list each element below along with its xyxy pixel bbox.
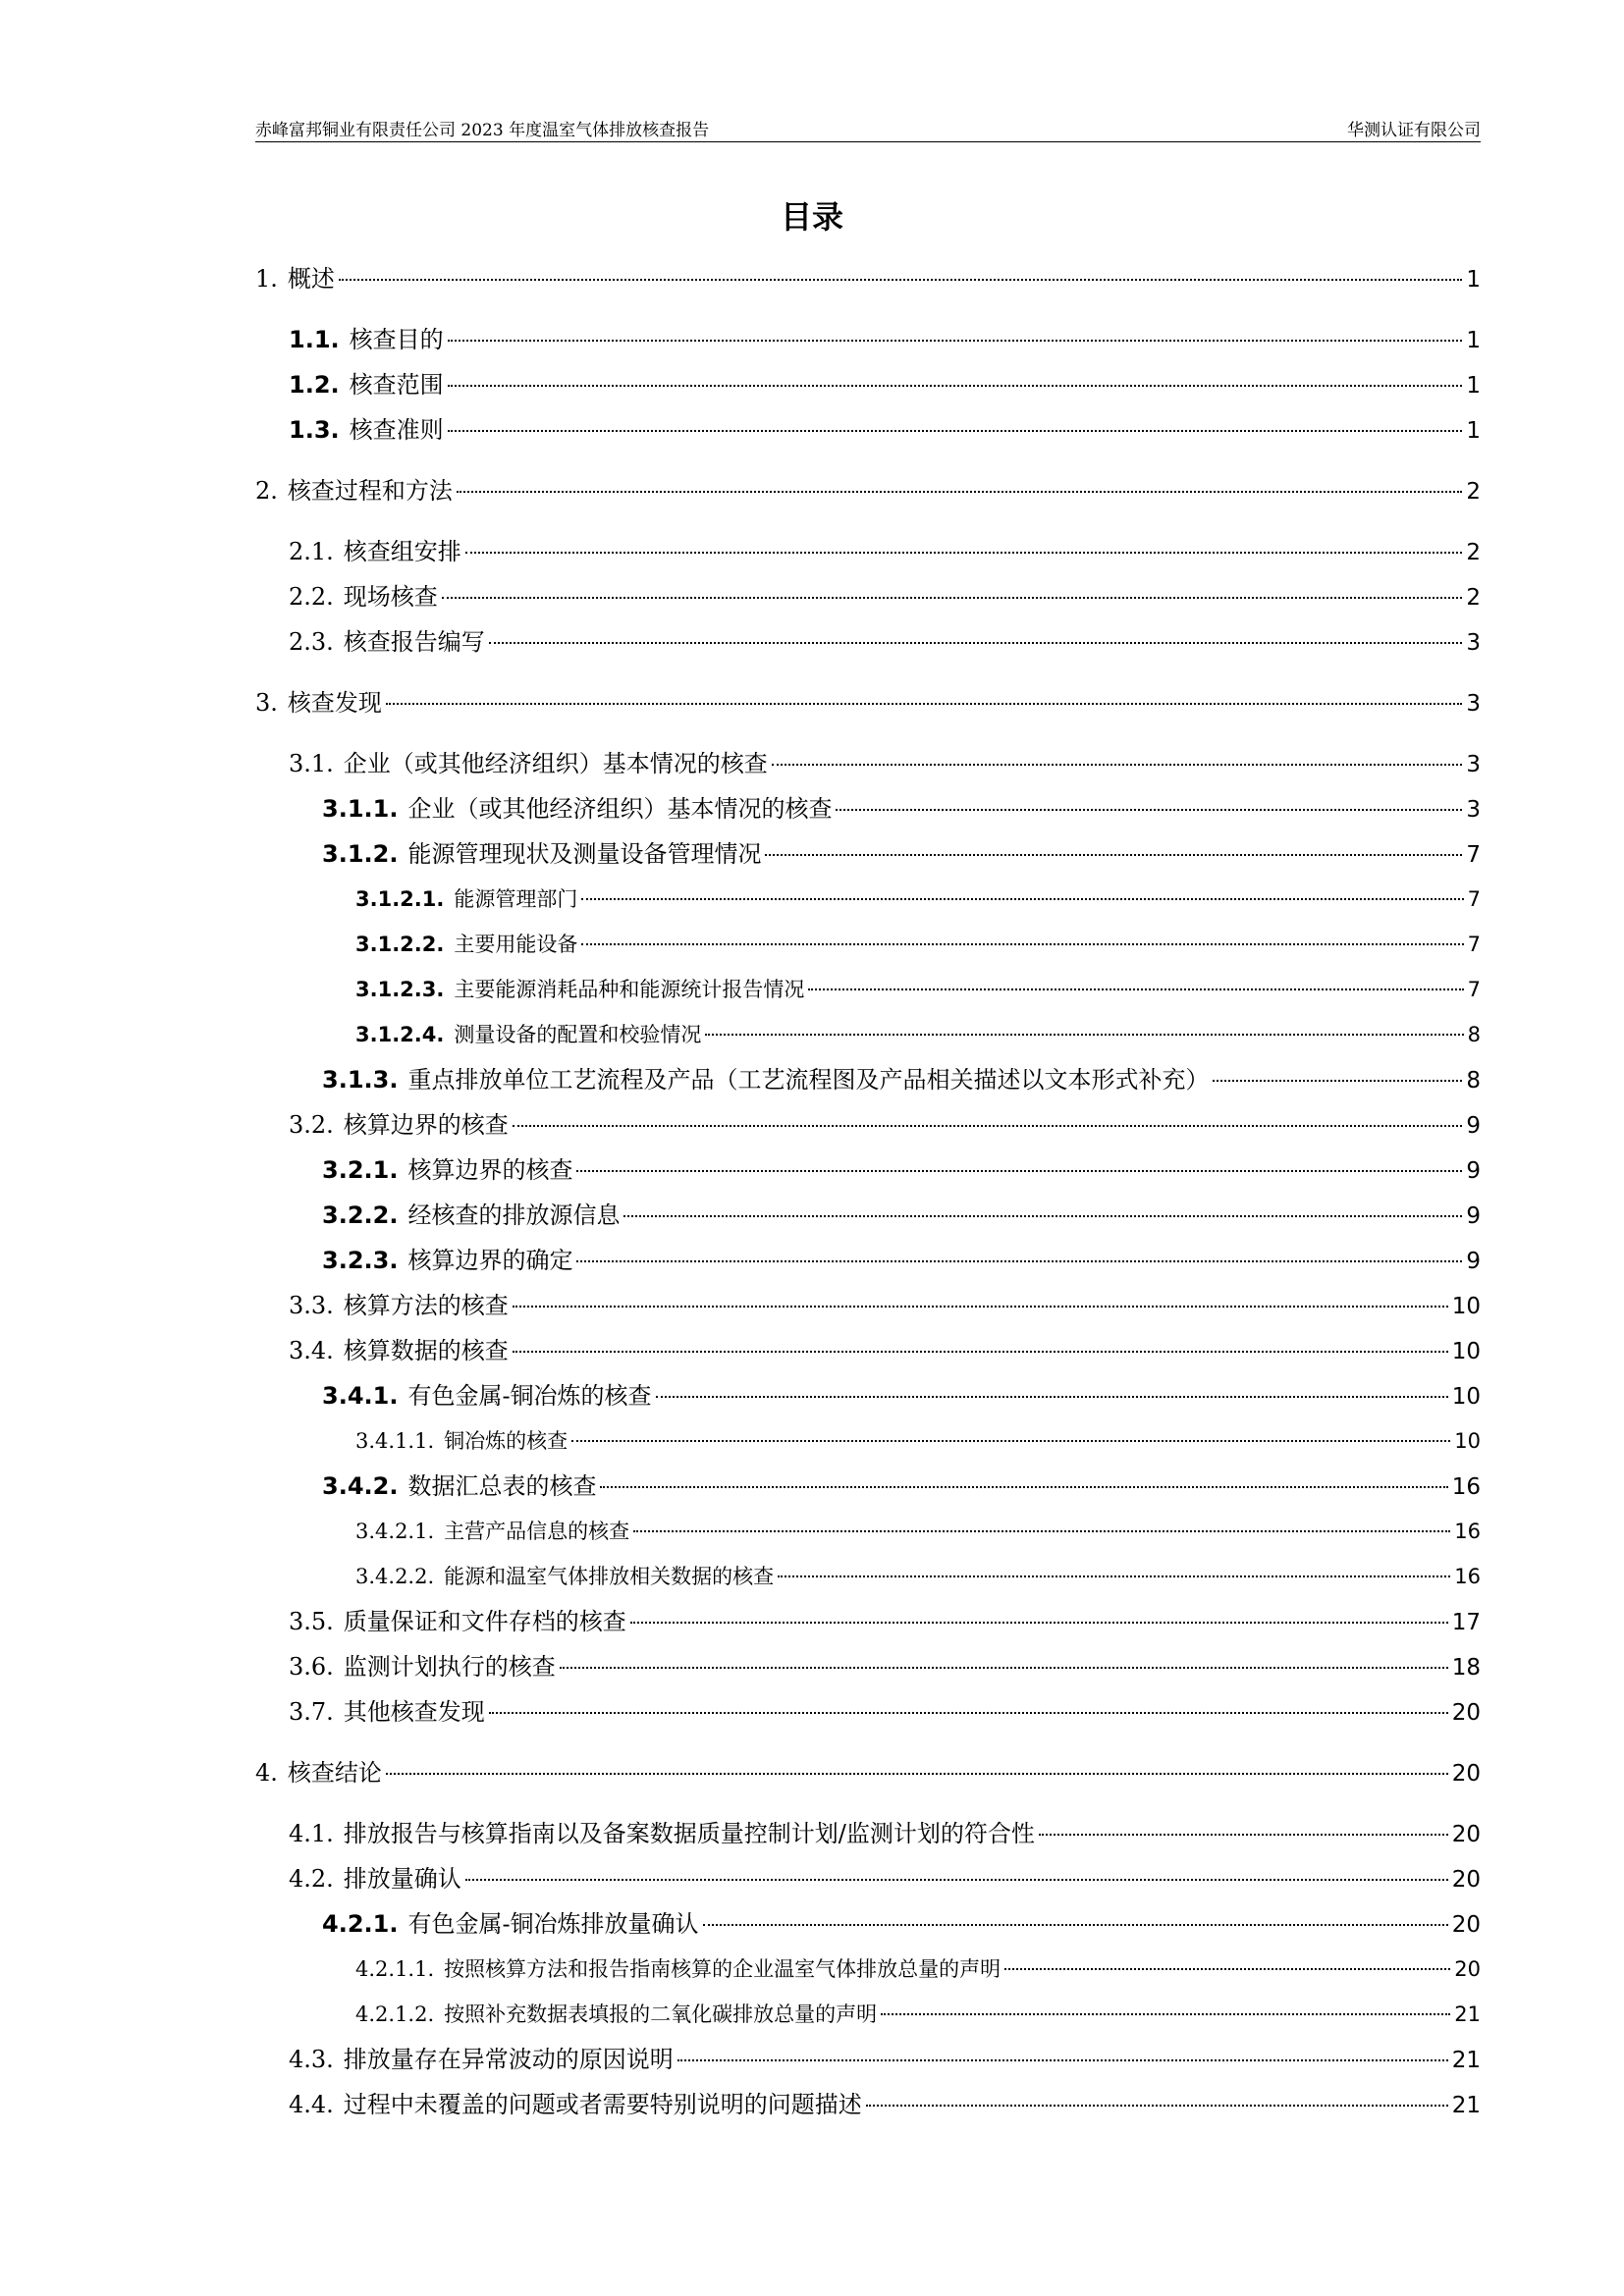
page-header [255, 116, 1481, 142]
toc-entry-label: 概述 [287, 265, 335, 293]
toc-entry-page: 10 [1451, 1294, 1481, 1319]
toc-entry-label: 排放量确认 [343, 1865, 461, 1893]
toc-entry-label: 过程中未覆盖的问题或者需要特别说明的问题描述 [343, 2091, 862, 2118]
toc-leader-dots [623, 1215, 1462, 1217]
toc-entry-page: 1 [1466, 267, 1481, 293]
toc-entry-label: 按照核算方法和报告指南核算的企业温室气体排放总量的声明 [444, 1957, 1001, 1981]
toc-entry-page: 21 [1451, 2093, 1481, 2118]
toc-entry[interactable] [289, 1109, 1481, 1141]
toc-leader-dots [457, 491, 1462, 493]
toc-entry-label: 核算边界的核查 [407, 1156, 573, 1184]
toc-entry-number: 4.3. [289, 2046, 334, 2073]
toc-entry[interactable] [322, 1380, 1481, 1412]
toc-entry-page: 20 [1451, 1761, 1481, 1787]
toc-entry-number: 3.2.3. [322, 1247, 399, 1274]
toc-entry-page: 2 [1466, 479, 1481, 505]
toc-entry[interactable] [322, 793, 1481, 825]
toc-entry-page: 20 [1451, 1912, 1481, 1938]
toc-leader-dots [448, 430, 1463, 432]
toc-entry-number: 3.5. [289, 1608, 334, 1635]
toc-entry-label: 核算数据的核查 [343, 1337, 509, 1364]
toc-entry[interactable] [255, 687, 1481, 719]
toc-entry-label: 核算边界的核查 [343, 1111, 509, 1139]
toc-leader-dots [513, 1306, 1448, 1308]
toc-entry-label: 能源管理部门 [454, 887, 578, 911]
toc-entry-label: 核查目的 [349, 326, 444, 353]
toc-leader-dots [630, 1622, 1448, 1624]
toc-entry-label: 企业（或其他经济组织）基本情况的核查 [407, 795, 833, 823]
toc-entry-page: 9 [1466, 1249, 1481, 1274]
toc-entry-number: 3.4.2. [322, 1472, 399, 1500]
toc-entry[interactable] [289, 2089, 1481, 2120]
toc-entry-page: 2 [1466, 540, 1481, 565]
toc-entry-label: 核查范围 [349, 371, 444, 399]
toc-leader-dots [836, 809, 1462, 811]
toc-entry[interactable] [355, 1999, 1481, 2030]
toc-entry-page: 20 [1451, 1867, 1481, 1893]
toc-entry-number: 3.4.2.2. [355, 1565, 435, 1588]
toc-entry-page: 9 [1466, 1158, 1481, 1184]
toc-entry[interactable] [289, 2044, 1481, 2075]
toc-entry[interactable] [355, 974, 1481, 1005]
toc-leader-dots [339, 279, 1462, 281]
toc-entry[interactable] [322, 1245, 1481, 1276]
toc-entry-number: 3.7. [289, 1698, 334, 1726]
toc-entry-number: 3.1.2.1. [355, 887, 445, 911]
toc-title: 目录 [780, 198, 843, 236]
toc-entry[interactable] [255, 1757, 1481, 1789]
toc-entry[interactable] [289, 626, 1481, 658]
toc-entry[interactable] [322, 1064, 1481, 1095]
toc-entry-number: 2.3. [289, 628, 334, 656]
toc-entry-number: 3.1. [289, 750, 334, 777]
toc-leader-dots [576, 1170, 1462, 1172]
toc-entry[interactable] [289, 1818, 1481, 1849]
toc-entry-number: 3.4. [289, 1337, 334, 1364]
toc-entry-label: 铜冶炼的核查 [444, 1429, 568, 1453]
toc-entry-page: 20 [1451, 1700, 1481, 1726]
toc-leader-dots [581, 898, 1463, 900]
toc-entry-label: 排放量存在异常波动的原因说明 [343, 2046, 674, 2073]
toc-entry[interactable] [289, 748, 1481, 779]
toc-leader-dots [633, 1530, 1450, 1532]
toc-leader-dots [513, 1125, 1463, 1127]
toc-entry[interactable] [322, 838, 1481, 870]
toc-entry-page: 9 [1466, 1203, 1481, 1229]
toc-entry-number: 3.2.1. [322, 1156, 399, 1184]
toc-entry[interactable] [289, 1651, 1481, 1682]
toc-entry-label: 能源和温室气体排放相关数据的核查 [444, 1565, 775, 1588]
toc-leader-dots [881, 2013, 1450, 2015]
toc-entry-number: 3.3. [289, 1292, 334, 1319]
toc-leader-dots [600, 1486, 1447, 1488]
toc-entry-page: 2 [1466, 585, 1481, 611]
toc-entry-page: 3 [1466, 797, 1481, 823]
toc-entry-page: 1 [1466, 328, 1481, 353]
toc-entry-page: 8 [1466, 1068, 1481, 1094]
toc-entry[interactable] [355, 1516, 1481, 1547]
toc-entry-label: 有色金属-铜冶炼排放量确认 [407, 1910, 699, 1938]
toc-entry-number: 4.2.1.2. [355, 2002, 435, 2026]
toc-entry-page: 17 [1451, 1610, 1481, 1635]
toc-entry-label: 重点排放单位工艺流程及产品（工艺流程图及产品相关描述以文本形式补充） [407, 1066, 1210, 1094]
header-report-title: 赤峰富邦铜业有限责任公司 2023 年度温室气体排放核查报告 [255, 121, 710, 140]
toc-entry-number: 4.4. [289, 2091, 334, 2118]
toc-entry-label: 数据汇总表的核查 [407, 1472, 597, 1500]
toc-entry-page: 7 [1467, 978, 1481, 1001]
toc-entry-label: 现场核查 [343, 583, 438, 611]
toc-leader-dots [386, 1773, 1448, 1775]
toc-entry-page: 3 [1466, 691, 1481, 717]
toc-entry[interactable] [289, 324, 1481, 355]
toc-entry-number: 3. [255, 689, 278, 717]
toc-entry-page: 9 [1466, 1113, 1481, 1139]
toc-leader-dots [465, 1879, 1448, 1881]
toc-entry-page: 10 [1451, 1384, 1481, 1410]
toc-entry[interactable] [355, 1953, 1481, 1985]
toc-entry-label: 主营产品信息的核查 [444, 1520, 630, 1543]
toc-entry-label: 测量设备的配置和校验情况 [454, 1023, 702, 1046]
toc-entry[interactable] [355, 1425, 1481, 1457]
toc-entry-label: 核查准则 [349, 416, 444, 444]
toc-entry-label: 核查结论 [287, 1759, 382, 1787]
toc-entry[interactable] [289, 1606, 1481, 1637]
toc-entry[interactable] [289, 536, 1481, 567]
toc-leader-dots [765, 854, 1462, 856]
toc-entry-number: 4. [255, 1759, 278, 1787]
toc-entry[interactable] [355, 929, 1481, 960]
toc-entry-number: 1. [255, 265, 278, 293]
toc-entry-page: 16 [1451, 1474, 1481, 1500]
toc-leader-dots [560, 1667, 1448, 1669]
toc-entry-number: 3.4.1.1. [355, 1429, 435, 1453]
toc-entry-label: 核查报告编写 [343, 628, 485, 656]
toc-entry[interactable] [289, 414, 1481, 446]
toc-entry[interactable] [322, 1200, 1481, 1231]
toc-entry-page: 3 [1466, 630, 1481, 656]
toc-entry-label: 企业（或其他经济组织）基本情况的核查 [343, 750, 768, 777]
toc-leader-dots [1004, 1968, 1450, 1970]
toc-entry-label: 主要能源消耗品种和能源统计报告情况 [454, 978, 805, 1001]
toc-entry-page: 10 [1451, 1339, 1481, 1364]
toc-entry[interactable] [289, 1863, 1481, 1895]
toc-entry-page: 10 [1454, 1429, 1481, 1453]
toc-entry-page: 18 [1451, 1655, 1481, 1681]
toc-entry[interactable] [289, 581, 1481, 613]
toc-entry[interactable] [289, 369, 1481, 400]
toc-entry-label: 核查过程和方法 [287, 477, 453, 505]
toc-entry-label: 核查组安排 [343, 538, 461, 565]
toc-entry-number: 3.4.1. [322, 1382, 399, 1410]
toc-entry-label: 监测计划执行的核查 [343, 1653, 556, 1681]
toc-leader-dots [703, 1924, 1448, 1926]
toc-entry-label: 核算方法的核查 [343, 1292, 509, 1319]
toc-entry[interactable] [355, 1019, 1481, 1050]
toc-entry[interactable] [322, 1470, 1481, 1502]
toc-entry[interactable] [355, 883, 1481, 915]
toc-entry[interactable] [289, 1335, 1481, 1366]
toc-entry-number: 1.2. [289, 371, 340, 399]
toc-entry-number: 3.2. [289, 1111, 334, 1139]
toc-leader-dots [386, 703, 1462, 705]
toc-entry-page: 7 [1467, 887, 1481, 911]
toc-entry-page: 1 [1466, 373, 1481, 399]
toc-entry-page: 7 [1466, 842, 1481, 868]
toc-leader-dots [778, 1575, 1450, 1577]
toc-leader-dots [1213, 1080, 1462, 1082]
toc-entry-page: 7 [1467, 933, 1481, 956]
toc-entry-number: 3.1.1. [322, 795, 399, 823]
toc-leader-dots [442, 597, 1463, 599]
toc-entry[interactable] [289, 1290, 1481, 1321]
toc-entry-number: 3.1.2. [322, 840, 399, 868]
toc-entry[interactable] [255, 475, 1481, 507]
toc-entry-page: 21 [1451, 2048, 1481, 2073]
toc-entry-label: 经核查的排放源信息 [407, 1201, 621, 1229]
toc-entry-page: 16 [1454, 1520, 1481, 1543]
toc-leader-dots [866, 2105, 1448, 2107]
toc-leader-dots [581, 943, 1463, 945]
toc-leader-dots [465, 552, 1463, 554]
toc-leader-dots [772, 764, 1463, 766]
toc-leader-dots [705, 1034, 1463, 1036]
toc-entry-number: 2.2. [289, 583, 334, 611]
toc-entry-number: 1.1. [289, 326, 340, 353]
toc-entry-page: 3 [1466, 752, 1481, 777]
toc-entry-page: 16 [1454, 1565, 1481, 1588]
toc-entry-number: 3.1.2.3. [355, 978, 445, 1001]
toc-leader-dots [808, 988, 1463, 990]
toc-entry[interactable] [322, 1154, 1481, 1186]
toc-entry-page: 8 [1467, 1023, 1481, 1046]
toc-entry-number: 2.1. [289, 538, 334, 565]
toc-leader-dots [1039, 1834, 1448, 1836]
toc-leader-dots [448, 385, 1463, 387]
toc-entry-label: 按照补充数据表填报的二氧化碳排放总量的声明 [444, 2002, 878, 2026]
toc-entry-number: 4.2.1. [322, 1910, 399, 1938]
toc-entry-number: 3.1.3. [322, 1066, 399, 1094]
toc-entry-label: 其他核查发现 [343, 1698, 485, 1726]
toc-entry-number: 1.3. [289, 416, 340, 444]
toc-entry[interactable] [355, 1561, 1481, 1592]
toc-leader-dots [571, 1440, 1450, 1442]
toc-leader-dots [656, 1396, 1448, 1398]
toc-entry-number: 3.2.2. [322, 1201, 399, 1229]
toc-leader-dots [489, 1712, 1448, 1714]
toc-entry[interactable] [289, 1696, 1481, 1728]
toc-entry-page: 21 [1454, 2002, 1481, 2026]
toc-entry-number: 4.1. [289, 1820, 334, 1847]
toc-entry-label: 核算边界的确定 [407, 1247, 573, 1274]
toc-entry-page: 1 [1466, 418, 1481, 444]
toc-entry-number: 4.2. [289, 1865, 334, 1893]
toc-entry-page: 20 [1451, 1822, 1481, 1847]
toc-entry-label: 质量保证和文件存档的核查 [343, 1608, 626, 1635]
toc-leader-dots [489, 642, 1463, 644]
toc-entry-label: 有色金属-铜冶炼的核查 [407, 1382, 652, 1410]
toc-entry-number: 4.2.1.1. [355, 1957, 435, 1981]
toc-entry-number: 3.6. [289, 1653, 334, 1681]
toc-entry-number: 3.1.2.4. [355, 1023, 445, 1046]
toc-entry-label: 能源管理现状及测量设备管理情况 [407, 840, 762, 868]
toc-leader-dots [576, 1260, 1462, 1262]
toc-entry[interactable] [322, 1908, 1481, 1940]
toc-entry-number: 3.1.2.2. [355, 933, 445, 956]
toc-entry-number: 3.4.2.1. [355, 1520, 435, 1543]
toc-entry-number: 2. [255, 477, 278, 505]
toc-entry[interactable] [255, 263, 1481, 294]
toc-leader-dots [677, 2059, 1448, 2061]
header-company: 华测认证有限公司 [1347, 121, 1481, 140]
toc-leader-dots [448, 340, 1463, 342]
toc-entry-label: 主要用能设备 [454, 933, 578, 956]
toc-entry-label: 核查发现 [287, 689, 382, 717]
toc-leader-dots [513, 1351, 1448, 1353]
toc-entry-label: 排放报告与核算指南以及备案数据质量控制计划/监测计划的符合性 [343, 1820, 1035, 1847]
toc-entry-page: 20 [1454, 1957, 1481, 1981]
